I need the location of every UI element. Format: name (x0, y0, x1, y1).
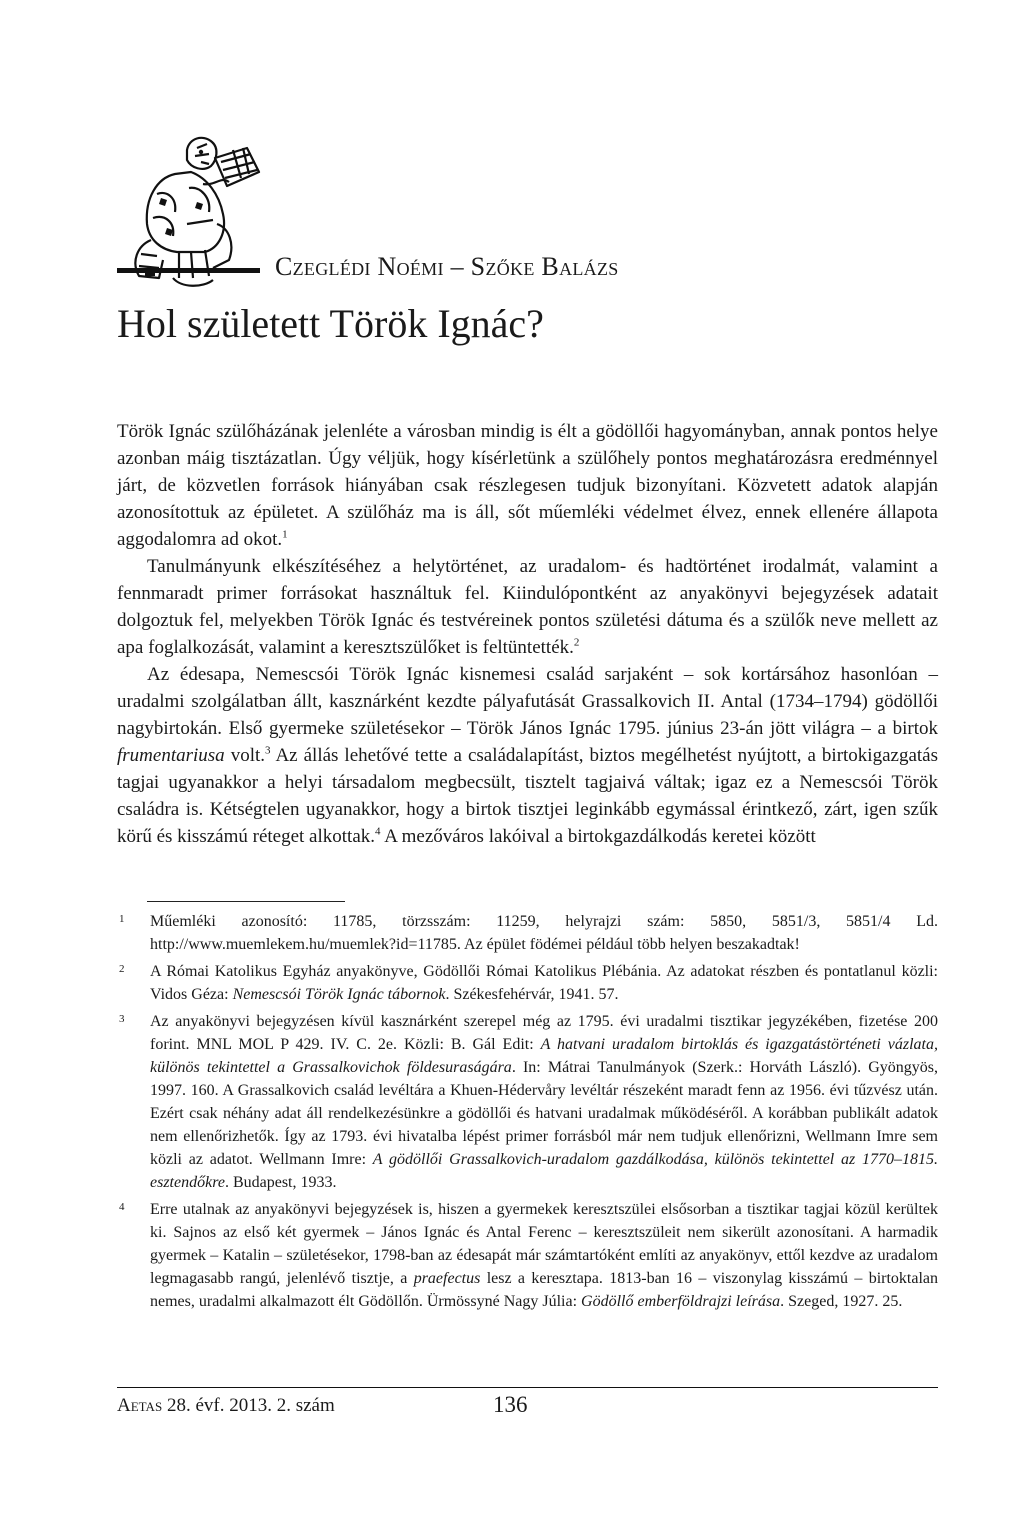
footnote-ref-3: 3 (265, 744, 271, 757)
footnote-number: 4 (119, 1201, 125, 1213)
footnote-number: 3 (119, 1013, 125, 1025)
article-body (117, 418, 938, 850)
footnote-ref-1: 1 (282, 528, 288, 541)
page-number: 136 (493, 1392, 528, 1417)
article-authors (275, 252, 619, 282)
footnote-text: Műemléki azonosító: 11785, törzsszám: 11259, helyrajzi szám: 5850, 5851/3, 5851/4 Ld. http://www.muemlekem.hu/muemlek?id=11785. Az épület födémei például több helyen beszakadtak! (150, 913, 938, 953)
footnote-ref-2: 2 (573, 636, 580, 649)
footnote-number: 2 (119, 963, 125, 975)
journal-logo-figure-icon (117, 128, 267, 290)
authors-text: Czeglédi Noémi – Szőke Balázs (275, 252, 619, 281)
article-title: Hol született Török Ignác? (117, 301, 544, 346)
footnote-4: 4 Erre utalnak az anyakönyvi bejegyzések is, hiszen a gyermekek keresztszülei elsősorban a tisztikar tagjai közül kerültek ki. Sajnos az első két gyermek – János Ignác és Antal Ferenc – keresztszüleit nem sikerült azonosítani. A harmadik gyermek – Katalin – születésekor, 1798-ban az édesapát már számtartóként említi az anyakönyv, ettől kezdve az uradalom legmagasabb rangú, jelenlévő tisztje, a praefectus lesz a keresztapa. 1813-ban 16 – viszonylag kisszámú – birtoktalan nemes, uradalmi alkalmazott élt Gödöllőn. Ürmössyné Nagy Júlia: Gödöllő emberföldrajzi leírása. Szeged, 1927. 25. (117, 1198, 938, 1313)
footnote-1 (117, 910, 938, 956)
footnote-ref-4: 4 (375, 825, 381, 838)
body-paragraph-3: Az édesapa, Nemescsói Török Ignác kisnemesi család sarjaként – sok kortársához hasonlóan – uradalmi szolgálatban állt, kasznárként kezdte pályafutását Grassalkovich II. Antal (1734–1794) gödöllői nagybirtokán. Első gyermeke születésekor – Török János Ignác 1795. június 23-án jött világra – a birtok frumentariusa volt.$^3$ Az állás lehetővé tette a családalapítást, biztos megélhetést nyújtott, a birtokigazgatás tagjai ugyanakkor a helyi társadalom megbecsült, tisztelt tagjaivá váltak; igaz ez a Nemescsói Török családra is. Kétségtelen ugyanakkor, hogy a birtok tisztjei leginkább egymással érintkező, zárt, igen szűk körű és kisszámú réteget alkottak.$^4$ A mezőváros lakóival a birtokgazdálkodás keretei között (117, 664, 938, 847)
footnote-2: 2 A Római Katolikus Egyház anyakönyve, Gödöllői Római Katolikus Plébánia. Az adatokat részben és pontatlanul közli: Vidos Géza: Nemescsói Török Ignác tábornok. Székesfehérvár, 1941. 57. (117, 960, 938, 1006)
journal-name: Aetas (117, 1395, 163, 1416)
page-footer (117, 1395, 335, 1417)
body-paragraph-1: Török Ignác szülőházának jelenléte a városban mindig is élt a gödöllői hagyományban, annak pontos helye azonban máig tisztázatlan. Úgy véljük, hogy kísérletünk a szülőhely pontos meghatározásra eredménnyel járt, de közvetlen források hiányában csak részlegesen tudjuk bizonyítani. Közvetett adatok alapján azonosítottuk az épületet. A szülőház ma is áll, sőt műemléki védelmet élvez, ennek ellenére állapota aggodalomra ad okot.$^1$ (117, 421, 938, 550)
footnote-separator (147, 901, 345, 902)
footer-rule (117, 1387, 938, 1388)
body-paragraph-2: Tanulmányunk elkészítéséhez a helytörténet, az uradalom- és hadtörténet irodalmát, valamint a fennmaradt primer forrásokat használtuk fel. Kiindulópontként az anyakönyvi bejegyzések adatait dolgoztuk fel, melyekben Török Ignác és testvéreinek pontos születési dátuma és a szülők neve mellett az apa foglalkozását, valamint a keresztszülőket is feltüntették.$^2$ (117, 556, 938, 658)
issue-info: 28. évf. 2013. 2. szám (166, 1395, 335, 1416)
logo-underline (117, 268, 260, 273)
footnote-3: 3 Az anyakönyvi bejegyzésen kívül kasznárként szerepel még az 1795. évi uradalmi tisztikar jegyzékében, fizetése 200 forint. MNL MOL P 429. IV. C. 2e. Közli: B. Gál Edit: A hatvani uradalom birtoklás és igazgatástörténeti vázlata, különös tekintettel a Grassalkovichok földesuraságára. In: Mátrai Tanulmányok (Szerk.: Horváth László). Gyöngyös, 1997. 160. A Grassalkovich család levéltára a Khuen-Hédervåry levéltár részeként maradt fenn az 1956. évi tűzvész után. Ezért csak néhány adat áll rendelkezésünkre a gödöllői és hatvani uradalmak működéséről. A korábban publikált adatok nem ellenőrizhetők. Így az 1793. évi hivatalba lépést primer forrásból már nem tudjuk ellenőrizni, Wellmann Imre sem közli az adatot. Wellmann Imre: A gödöllői Grassalkovich-uradalom gazdálkodása, különös tekintettel az 1770–1815. esztendőkre. Budapest, 1933. (117, 1010, 938, 1194)
footnotes (117, 910, 938, 1317)
footnote-number: 1 (119, 913, 125, 925)
italic-frumentarius: frumentariusa (117, 745, 225, 766)
